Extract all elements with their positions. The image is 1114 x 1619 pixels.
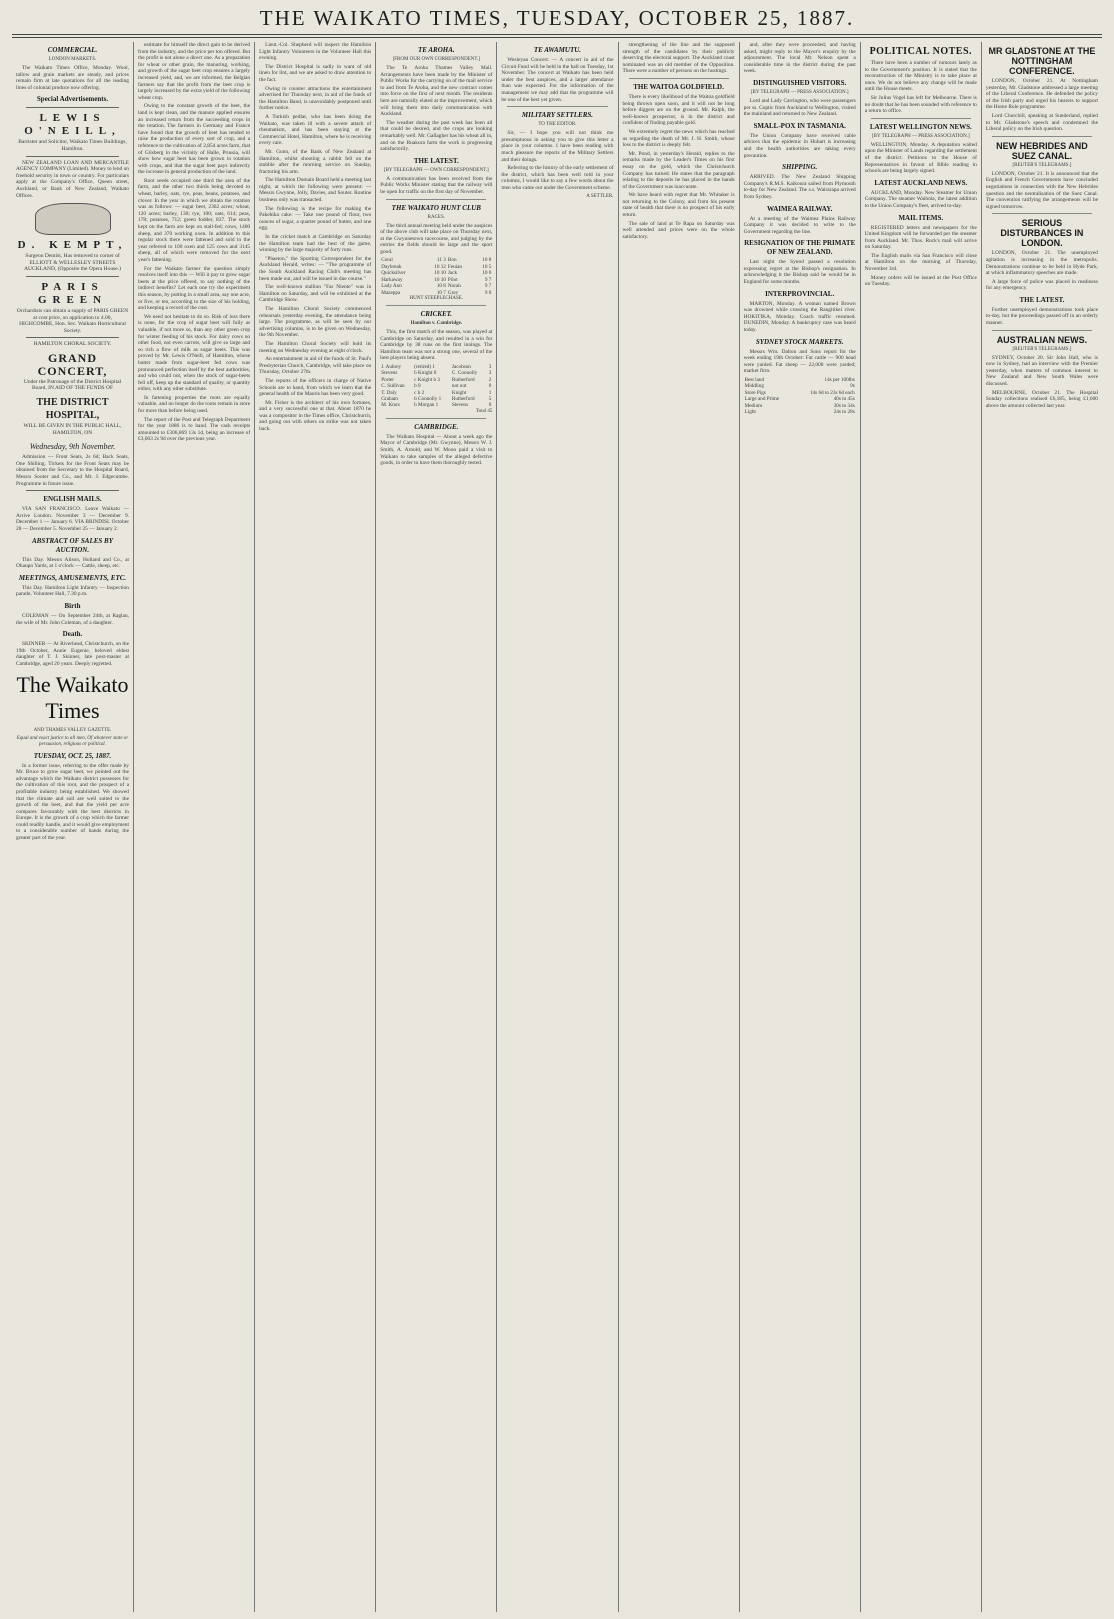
ad-concert-patronage: Under the Patronage of the District Hospital Board, IN AID OF THE FUNDS OF [23,378,122,392]
divider [26,107,119,108]
local-brief: The Hamilton Domain Board held a meeting last night, at which the following were present: — Messrs Gwynne, Jolly, Davies, and Souter. Routine business only was transacted. [259,177,372,204]
table-row: Coral 11 3 Bon 10 8 [381,257,492,264]
columns [12,42,1102,1612]
masthead-motto: Equal and exact justice to all men, Of whatever state or persuasion, religious or political. [16,735,129,747]
table-row: Quicksilver 10 10 Jack 10 0 [381,270,492,277]
divider [992,136,1092,137]
london-disturbances-text-1: LONDON, October 21. The unemployed agitation is increasing in the metropolis. Demonstrations continue to be held in Hyde Park, at which inflammatory speeches are made. [985,250,1098,277]
table-row: T. Daly c b 2 Knight 1 [381,389,492,396]
waikato-times-masthead: The Waikato Times [16,671,129,723]
latest-heading: THE LATEST. [1019,295,1065,304]
local-brief: Mr. Fisher is the architect of his own fortunes, and a very successful one at that. About 1870 he was a compositor in the Times office, Christchurch, and going out with others on strike was not taken back. [259,399,372,433]
commercial-heading: COMMERCIAL. [47,46,98,54]
auction-sales-heading: ABSTRACT OF SALES BY AUCTION. [32,536,113,554]
waitoa-text-3: Mr. Pond, in yesterday's Herald, replies to the remarks made by the Leader's Times on his first essay on the gold, which the Christchurch Company has turned. He states that the paragraph relating to the deposits he has placed in the hands of the Government was inaccurate. [622,150,735,190]
special-ads-heading: Special Advertisements. [36,95,109,104]
new-hebrides-sub: [REUTER'S TELEGRAMS.] [1012,162,1072,168]
table-row: Light 24s to 28s [744,409,855,416]
masthead-rule-2 [12,37,1102,38]
article-text: and, after they were proceeded; and having asked, might reply to the Mayor's enquiry by the adjournment. The local Mr. Nelson spent a considerable time in the district during the past week. [743,42,856,75]
column-8 [860,42,981,1612]
gazette-subtitle: AND THAMES VALLEY GAZETTE. [33,727,112,733]
article-text: strengthening of the line and the supposed strength of the candidates by their publicly deserving the electoral support. The Auckland coast nominated was an old member of the Opposition. There were a number of persons on the hustings. [622,42,735,75]
table-row: Medium 30s to 34s [744,402,855,409]
te-awamutu-text: Wesleyan Concert. — A concert in aid of the Circuit Fund will be held in the hall on Tuesday, 1st November. The concert at Waikato has been held under the best auspices, and a larger attendance than was expected. For the information of the management we may add that the programme will be one of the best yet given. [501,57,614,103]
australian-news-text-2: MELBOURNE, October 21. The Hospital Sunday collections realised £6,185, being £1,600 above the amount collected last year. [985,389,1098,409]
column-9 [981,42,1102,1612]
birth-heading: Birth [64,601,81,610]
stock-markets-heading: SYDNEY STOCK MARKETS. [755,337,844,346]
gladstone-text-1: LONDON, October 21. At Nottingham yesterday, Mr. Gladstone addressed a large meeting of the Liberal Conference. He defended the policy of the Irish party and urged his hearers to support the Home Rule programme. [985,78,1098,111]
local-brief: Lieut.-Col. Shepherd will inspect the Hamilton Light Infantry Volunteers in the Volunteer Hall this evening. [259,42,372,62]
ad-concert-date: Wednesday, 9th November. [29,442,116,452]
english-mails-text: VIA SAN FRANCISCO. Leave Waikato — Arrive London. November 3 — December 9. December 1 — January 6. VIA BRINDISI. October 28 — December 5. November 25 — January 2. [16,506,129,532]
political-notes-text-1: There have been a number of rumours lately as to the Government's position. It is stated that the reconstruction of the Ministry is to take place at once. We do not believe any change will be made until the House meets. [864,60,977,93]
table-row: Best land 14s per 100lbs [744,377,855,383]
the-latest-text: A communication has been received from the Public Works Minister stating that the railway will be open for traffic on the first day of November. [380,175,493,195]
shipping-text: ARRIVED. The New Zealand Shipping Company's R.M.S. Kaikoura sailed from Plymouth to-day for New Zealand. The s.s. Wairarapa arrived from Sydney. [743,174,856,200]
ad-lewis-oneill-text: Barrister and Solicitor, Waikato Times Buildings, Hamilton. [18,139,127,152]
english-mails-heading: ENGLISH MAILS. [43,495,102,504]
local-brief: A Turkish pedlar, who has been doing the Waikato, was taken ill with a severe attack of rheumatism, and has been staying at the Commercial Hotel, Hamilton, where he is receiving every care. [259,113,372,147]
table-row: Porter c Knight b 3 Rutherford 2 [381,376,492,383]
divider [629,78,729,79]
cricket-text: This, the first match of the season, was played at Cambridge on Saturday, and resulted in a win for Cambridge by 38 runs on the first innings. The Hamilton team was not a strong one, several of the best players being absent. [380,328,493,362]
gladstone-text-2: Lord Churchill, speaking at Sunderland, replied to Mr. Gladstone's speech and condemned the Liberal policy on the Irish question. [985,112,1098,133]
ad-choral-society: HAMILTON CHORAL SOCIETY. [33,341,112,348]
wellington-news-text: WELLINGTON, Monday. A deputation waited upon the Minister of Lands regarding the settlement of the district. Petitions to the House of Representatives in favour of Bible reading in schools are being largely signed. [864,141,977,175]
australian-news-text-1: SYDNEY, October 20. Sir John Hall, who is now in Sydney, had an interview with the Premier yesterday, when matters of common interest to New Zealand and New South Wales were discussed. [985,354,1098,388]
table-row: Harkaway 10 10 Pilot 9 7 [381,276,492,283]
mail-items-heading: MAIL ITEMS. [898,213,944,222]
table-row: Graham b Connolly 1 Rutherford 5 [381,395,492,402]
mail-items-text-1: REGISTERED letters and newspapers for the United Kingdom will be forwarded per the steamer from Auckland. Mr. Thos. Ruck's mail will arrive on Saturday. [864,224,977,251]
table-row: C. Sullivan b 0 not out 0 [381,383,492,390]
auction-sales-text: This Day. Messrs Alison, Holland and Co., at Ohaupo Yards, at 1 o'clock — Cattle, sheep, etc. [16,556,129,570]
masthead-rule [12,34,1102,35]
local-brief: In the cricket match at Cambridge on Saturday the Hamilton team had the best of the game, winning by the large majority of forty runs. [259,234,372,254]
the-latest-heading: THE LATEST. [413,156,459,165]
local-brief: An entertainment in aid of the funds of St. Paul's Presbyterian Church, Cambridge, will take place on Thursday, October 27th. [259,356,372,376]
australian-news-heading: AUSTRALIAN NEWS. [996,334,1088,345]
the-latest-sub: [BY TELEGRAPH — OWN CORRESPONDENT.] [383,167,489,173]
divider [507,106,607,107]
table-row: M. Knox b Morgan 1 Stevens 0 [381,402,492,409]
ad-concert-admission: Admission — Front Seats, 2s 6d; Back Seats, One Shilling. Tickets for the Front Seats may be obtained from the Secretary to the Hospital Board, Messrs Souter and Co., and Mr. J. Edgecumbe. Programme in future issue. [16,454,129,487]
waitoa-text-5: The sale of land at Te Rapa on Saturday was well attended and prices were on the whole satisfactory. [622,220,735,240]
scorecard-table [380,364,492,409]
editorial-text: In a former issue, referring to the offer made by Mr. Bruce to grow sugar beet, we pointed out the advantage which the Waikato district possesses for the cultivation of this root, and the prospect of a profitable industry being established. We showed that the climate and soil are well suited to the growth of the beet, and that the yield per acre compares favourably with the best districts in Europe. It is the growth of a crop which the farmer could readily handle, and it would give employment to a considerable number of hands during the greater part of the year. [16,762,129,842]
primate-text: Last night the Synod passed a resolution expressing regret at the Bishop's resignation. In acknowledging it the Bishop said he would be in England for some months. [743,259,856,286]
ad-paris-green-title: PARIS GREEN [37,280,108,306]
smallpox-heading: SMALL-POX IN TASMANIA. [753,121,846,130]
table-row: Middling 9s [744,383,855,390]
interprovincial-heading: INTERPROVINCIAL. [765,289,835,298]
commercial-text: The Waikato Times Office, Monday. Wool, tallow and grain markets are steady, and prices remain firm at late quotations for all the leading lines of colonial produce now offering. [16,65,129,91]
commercial-sub: LONDON MARKETS. [48,57,97,62]
column-2 [133,42,254,1612]
local-brief: Owing to counter attractions the entertainment advertised for Thursday next, in aid of the funds of the Hamilton Band, is unavoidably postponed until further notice. [259,85,372,112]
table-row: Store Pigs 14s 6d to 23s 6d each [744,389,855,396]
table-row: Lady Ann 10 8 Norah 9 7 [381,283,492,290]
cambridge-heading: CAMBRIDGE. [414,422,459,431]
te-awamutu-heading: TE AWAMUTU. [533,46,582,54]
visitors-text: Lord and Lady Carrington, who were passengers per ss. Coptic from Auckland to Wellington, visited the mainland and returned to New Zealand. [743,97,856,118]
local-brief: "Phaeton," the Sporting Correspondent for the Auckland Herald, writes: — "The programme of the South Auckland Racing Club's meeting has been made out, and will be issued in due course." [259,255,372,282]
london-disturbances-text-2: A large force of police was placed in readiness for any emergency. [985,278,1098,292]
military-settlers-heading: MILITARY SETTLERS. [521,111,594,120]
waimea-text: At a meeting of the Waimea Plains Railway Company it was decided to write to the Government regarding the line. [743,215,856,235]
te-aroha-heading: TE AROHA. [417,46,455,54]
column-3 [254,42,375,1612]
steeplechase-heading: HUNT STEEPLECHASE. [409,295,464,301]
primate-heading: RESIGNATION OF THE PRIMATE OF NEW ZEALAND. [744,239,856,257]
column-4 [375,42,496,1612]
ad-paris-green-text: Orchardists can obtain a supply of PARIS GREEN at cost price, on application to 4.00, HIGHCOMBE, Hon. Sec. Waikato Horticultural Society. [16,307,129,334]
political-notes-heading: POLITICAL NOTES. [869,46,973,57]
divider [26,276,119,277]
ad-concert-venue: WILL BE GIVEN IN THE PUBLIC HALL, HAMILTON, ON [23,423,122,436]
new-hebrides-text: LONDON, October 21. It is announced that the English and French Governments have concluded negotiations in connection with the New Hebrides question and the neutralisation of the Suez Canal. The convention ratifying the arrangements will be signed tomorrow. [985,170,1098,210]
interprovincial-text: MARTON, Monday. A woman named Brown was drowned while crossing the Rangitikei river. HOKITIKA, Monday. Coach traffic resumed. DUNEDIN, Monday. A bankruptcy case was heard today. [743,300,856,334]
auckland-news-heading: LATEST AUCKLAND NEWS. [874,178,968,187]
divider [386,418,486,419]
column-5 [496,42,617,1612]
waitoa-text-1: There is every likelihood of the Waitoa goldfield being thrown open soon, and it will not be long before diggers are on the ground. Mr. Ralph, the well-known prospector, is in the district and confident of finding payable gold. [622,93,735,127]
cambridge-text: The Waikato Hospital — About a week ago the Mayor of Cambridge (Mr. Gwynne), Messrs W. J. Smith, A. Arnold, and W. Moon paid a visit to Waikato to take samples of the alleged defective goods, in order to have them thoroughly tested. [380,433,493,467]
hunt-club-text: The third annual meeting held under the auspices of the above club will take place on Thursday next, at the Gwynnetown racecourse, and judging by the entries the fields should be large and the sport good. [380,222,493,255]
meetings-heading: MEETINGS, AMUSEMENTS, ETC. [18,573,127,582]
mail-items-text-2: The English mails via San Francisco will close at Hamilton on the morning of Thursday, November 3rd. [864,252,977,273]
new-hebrides-heading: NEW HEBRIDES AND SUEZ CANAL. [996,140,1088,161]
ad-lewis-oneill-title: LEWIS O'NEILL, [24,112,121,138]
editorial-cont-7: The report of the Post and Telegraph Department for the year 1886 is to hand. The cash receipts amounted to £306,869 13s 1d, being an increase of £3,063 2s 9d over the previous year. [138,416,251,443]
waitoa-text-2: We extremely regret the news which has reached us regarding the death of Mr. J. H. Smith, whose loss to the district is deeply felt. [622,128,735,149]
shipping-heading: SHIPPING. [782,163,818,172]
table-row: Stevens b Knight 0 C. Connolly 3 [381,370,492,377]
ad-kempt-title: D. KEMPT, [17,239,128,252]
local-brief: Mr. Gunn, of the Bank of New Zealand at Hamilton, whilst shooting a rabbit fell on the stubble after the morning service on Sunday, fracturing his arm. [259,148,372,175]
weights-table [380,257,492,295]
waitoa-goldfield-heading: THE WAITOA GOLDFIELD. [633,82,724,91]
london-disturbances-heading: SERIOUS DISTURBANCES IN LONDON. [1000,218,1084,249]
ad-kempt-text: Surgeon Dentist, Has removed to corner of ELLIOTT & WELLESLEY STREETS AUCKLAND, (Opposite the Opera House.) [24,253,121,273]
death-text: SKINNER — At Riverhead, Christchurch, on the 19th October, Annie Eugenie, beloved eldest daughter of T. J. Skinner, late post-master at Cambridge, aged 20 years. Deeply regretted. [16,641,129,667]
australian-news-sub: [REUTER'S TELEGRAMS.] [1012,346,1072,352]
table-row: J. Aubrey (retired) 1 Jacobson 3 [381,363,492,370]
political-notes-text-2: Sir Julius Vogel has left for Melbourne. There is no doubt that he has been sounded with reference to a return to office. [864,94,977,115]
editorial-dateline: TUESDAY, OCT. 25, 1887. [33,751,112,760]
hunt-club-heading: THE WAIKATO HUNT CLUB [391,203,481,212]
local-brief: The District Hospital is sadly in want of old linen for lint, and we are asked to draw attention to the fact. [259,63,372,83]
editorial-cont-3: Root seeds occupied one third the area of the farm, and the other two thirds being devoted to wheat, barley, oats, rye, peas, beans, potatoes, and clover. In the year in which we obtain the rotation was as follows: — sugar beet, 2362 acres; wheat, 120 acres; barley, 130; rye, 100; oats, 614; peas, 178; potatoes, 712; green fodder, 837. The stock kept on the farm are kept on stall-fed; cows, 1400 sheep, and 370 working oxen. In addition to this regular stock there were fattened and sold in the year referred to 100 oxen and 125 cows and 3145 sheep, all of which were removed for the next year's fattening. [138,177,251,263]
wellington-news-sub: [BY TELEGRAPH — PRESS ASSOCIATION.] [871,133,970,139]
table-row: Large and Prime 40s to 45s [744,396,855,403]
market-prices-table [744,377,856,415]
visitors-sub: [BY TELEGRAPH — PRESS ASSOCIATION.] [750,89,849,95]
divider [26,337,119,338]
te-aroha-text-2: The weather during the past week has been all that could be desired, and the crops are looking remarkably well. Mr. Gallagher has his wheat all in, and on the Ruakura farm the work is progressing satisfactorily. [380,119,493,153]
divider [386,305,486,306]
letter-salutation: TO THE EDITOR. [538,122,577,128]
mail-items-text-3: Money orders will be issued at the Post Office on Tuesday. [864,274,977,288]
divider [386,199,486,200]
letter-text-2: Referring to the history of the early settlement of the district, which has been well told in your columns, I would like to say a few words about the men who came out under the Government scheme. [501,165,614,191]
hunt-club-sub: RACES. [427,214,445,220]
divider [871,118,971,119]
birth-text: COLEMAN — On September 24th, at Raglan, the wife of Mr. John Coleman, of a daughter. [16,612,129,626]
wellington-news-heading: LATEST WELLINGTON NEWS. [869,122,972,131]
ad-grand-concert: GRAND CONCERT, [37,350,108,378]
gladstone-heading: MR GLADSTONE AT THE NOTTINGHAM CONFERENCE. [988,46,1096,76]
local-brief: The reports of the officers in charge of Native Schools are to hand, from which we learn that the general health of the Maoris has been very good. [259,377,372,398]
column-7 [739,42,860,1612]
scorecard-total: Total 45 [475,408,493,414]
meetings-text: This Day. Hamilton Light Infantry — Inspection parade, Volunteer Hall, 7.30 p.m. [16,584,129,598]
column-6 [618,42,739,1612]
divider [992,213,1092,214]
te-aroha-sub: [FROM OUR OWN CORRESPONDENT.] [392,57,481,62]
visitors-heading: DISTINGUISHED VISITORS. [753,78,847,87]
letter-signature: A SETTLER. [586,193,614,199]
te-aroha-text-1: The Te Aroha Thames Valley Mail. Arrangements have been made by the Minister of Public Works for the carrying on of the mail service to and from Te Aroha, and the new contract comes into force on the first of next month. The residents here are naturally elated at the improvement, which will bring them into daily communication with Auckland. [380,65,493,118]
divider [992,330,1092,331]
divider [26,490,119,491]
local-brief: The well-known stallion "Far Niente" was in Hamilton on Saturday, and will be exhibited at the Cambridge Show. [259,284,372,304]
stock-markets-text: Messrs Wm. Dalton and Sons report for the week ending 19th October: Fat cattle — 900 head were yarded. Fat sheep — 22,000 were yarded; market firm. [743,348,856,375]
local-brief: The following is the recipe for making the Pakehika cake: — Take one pound of flour, two ounces of sugar, a quarter pound of butter, and one egg. [259,205,372,232]
editorial-cont-6: In fattening properties the roots are equally valuable, and no longer do the roots remain in store for more than before being used. [138,394,251,415]
editorial-cont-4: For the Waikato farmer the question simply resolves itself into this — Will it pay to grow sugar beets at the price offered, to say nothing of the indirect benefits? Let each one try the experiment this season, by putting in a small area, say one acre, or five, or ten, according to the size of his holding, and keeping a record of the cost. [138,265,251,312]
page-masthead: THE WAIKATO TIMES, TUESDAY, OCTOBER 25, 1887. [259,6,855,30]
waimea-heading: WAIMEA RAILWAY. [767,204,833,213]
divider [26,156,119,157]
editorial-cont-2: Owing to the constant growth of the beet, the land is kept clean, and the manure applied ensures an increased return from the succeeding crops in the rotation. The farmers in Germany and France have found that the growth of beet has tended to raise the production of every sort of crop, and a reference to the cultivation of 2,854 acres farm, that of Gilsberg in the vicinity of Halle, Prussia, will show how sugar beet has been grown in rotation with crops, and that the sugar beet pays indirectly the increase in general production of the land. [138,103,251,176]
local-brief: The Hamilton Choral Society commenced rehearsals yesterday evening, the attendance being large. The programme, as will be seen by our advertising columns, is to be given on Wednesday, the 9th November. [259,305,372,339]
denture-illustration [35,203,111,235]
table-row: Daybreak 10 12 Fenian 10 5 [381,263,492,270]
table-row: Mazeppa 10 7 Grey 9 0 [381,289,492,296]
smallpox-text: The Union Company have received cable advices that the epidemic in Hobart is increasing and the health authorities are taking every precaution. [743,132,856,159]
cricket-heading: CRICKET. [420,309,453,318]
auckland-news-text: AUCKLAND, Monday. New Steamer for Union Company. The steamer Waihola, the latest addition to the Union Company's fleet, arrived to-day. [864,189,977,209]
latest-text: Further unemployed demonstrations took place to-day, but the proceedings passed off in an orderly manner. [985,306,1098,327]
death-heading: Death. [62,630,83,639]
local-brief: The Hamilton Choral Society will hold its meeting on Wednesday evening at eight o'clock. [259,340,372,354]
ad-district-hospital: THE DISTRICT HOSPITAL, [36,397,109,422]
waitoa-text-4: We have heard with regret that Mr. Whitaker is not returning to the Colony, and from his present state of health that there is no prospect of his early return. [622,192,735,219]
letter-text-1: Sir, — I hope you will not think me presumptuous in asking you to give this letter a place in your columns. I have been reading with much pleasure the reports of the Military Settlers and their doings. [501,130,614,163]
editorial-cont-5: We need not hesitate to do so. Risk of loss there is none, for the crop of sugar beet will fully as valuable, if not more so, than any other green crop for winter feeding of his stock. For dairy cows no other food, not even carrots, will give so large and so rich a flow of milk as sugar beets. This was proved by Mr. Lewis O'Neill, of Hamilton, whose butter made from sugar-beet fed cows was pronounced perfection itself by the best authorities, and who could not, when the stock of sugar-beets fell off, keep up the standard of quality, or quantity either, with any other substitute. [138,313,251,393]
column-1 [12,42,133,1612]
ad-nz-loan-text: NEW ZEALAND LOAN AND MERCANTILE AGENCY COMPANY (Limited). Money to lend on freehold security in town or country. For particulars apply at the Company's Office, Queen street, Auckland, or Bank of New Zealand, Waikato Offices. [16,159,129,199]
cricket-sub: Hamilton v. Cambridge. [410,320,463,326]
editorial-cont-1: estimate for himself the direct gain to be derived from the industry, and the price per ton offered. But the profit is not alone a direct one. As a preparation for wheat or other grain, the manuring, working, and growth of the sugar beet crop ensures a largely increased yield, and, we are informed, the Belgian farmers say that the profit from the beet crop is largely increased by the extra yield of the following wheat crop. [138,42,251,101]
